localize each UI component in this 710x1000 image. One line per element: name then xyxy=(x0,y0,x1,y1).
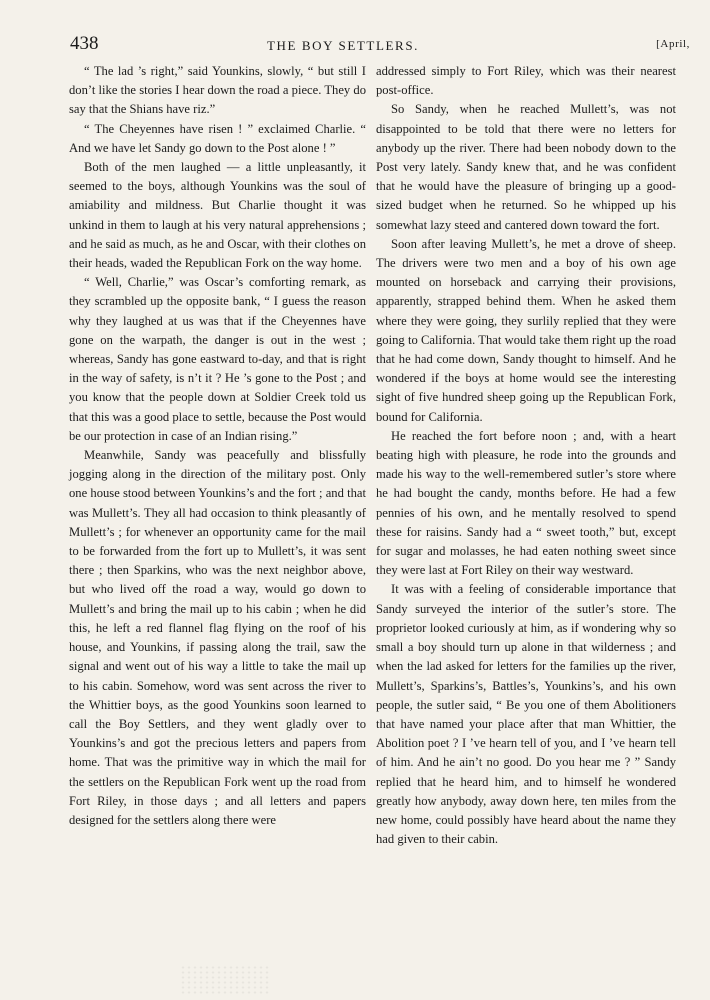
scan-smudge xyxy=(180,965,270,995)
paragraph: Soon after leaving Mullett’s, he met a drove of sheep. The drivers were two men and a boy of his own age mounted on horseback and carrying their provisions, apparently, strapped behind them. When he asked them where they were going, they surlily replied that they were going to California. That would take them right up the road that he had come down, Sandy thought to himself. And he wondered if the boys at home would see the interesting sight of five hundred sheep going up the Republican Fork, bound for California. xyxy=(376,236,676,424)
paragraph: Both of the men laughed — a little unpleasantly, it seemed to the boys, although Younkins was the soul of amiability and mildness. But Charlie thought it was unkind in them to laugh at his very natural apprehensions ; and he said as much, as he and Oscar, with their clothes on their heads, waded the Republican Fork on the way home. xyxy=(69,160,366,271)
running-title: THE BOY SETTLERS. xyxy=(266,38,420,53)
paragraph: So Sandy, when he reached Mullett’s, was not disappointed to be told that there were no letters for anybody up the river. There had been nobody down to the Post very lately. Sandy knew that, and he was confident that he would have the pleasure of bringing up a good-sized budget when he returned. So he whipped up his somewhat lazy steed and cantered down toward the fort. xyxy=(376,102,676,232)
page-number: 438 xyxy=(70,33,99,54)
running-month: [April, xyxy=(656,38,690,50)
paragraph: “ Well, Charlie,” was Oscar’s comforting remark, as they scrambled up the opposite bank, “ I guess the reason why they laughed at us was that if the Cheyennes have gone on the warpath, the danger is out in the west ; whereas, Sandy has gone eastward to-day, and that is right in the way of safety, is n’t it ? He ’s gone to the Post ; and you know that the people down at Soldier Creek told us that this was a good place to settle, because the Post would be our protection in case of an Indian rising.” xyxy=(69,275,366,443)
paragraph: addressed simply to Fort Riley, which was their nearest post-office. xyxy=(376,64,676,98)
paragraph: “ The lad ’s right,” said Younkins, slowly, “ but still I don’t like the stories I hear down the road a piece. They do say that the Shians have riz.” xyxy=(69,64,366,117)
paragraph: Meanwhile, Sandy was peacefully and blissfully jogging along in the direction of the military post. Only one house stood between Younkins’s and the fort ; and that was Mullett’s. They all had occasion to think pleasantly of Mullett’s ; for whenever an opportunity came for the mail to be forwarded from the fort up to Mullett’s, it was sent there ; then Sparkins, who was the next neighbor above, but who lived off the road a way, would go down to Mullett’s and bring the mail up to his cabin ; when he did this, he left a red flannel flag flying on the roof of his house, and Younkins, if passing along the trail, saw the signal and went out of his way a little to take the mail up to his cabin. Somehow, word was sent across the river to the Whittier boys, as the good Younkins soon learned to call the Boy Settlers, and they went gladly over to Younkins’s and got the precious letters and papers from home. That was the primitive way in which the mail for the settlers on the Republican Fork went up the road from Fort Riley, in those days ; and all letters and papers designed for the settlers along there were xyxy=(69,448,366,827)
right-column xyxy=(376,62,676,849)
paragraph: He reached the fort before noon ; and, with a heart beating high with pleasure, he rode into the grounds and made his way to the well-remembered sutler’s store where he had bought the candy, months before. He had a few pennies of his own, and he mentally resolved to spend these for raisins. Sandy had a “ sweet tooth,” but, except for sugar and molasses, he had eaten nothing sweet since they were last at Fort Riley on their way westward. xyxy=(376,428,676,578)
page-header xyxy=(70,33,690,57)
left-column xyxy=(69,62,366,830)
paragraph: “ The Cheyennes have risen ! ” exclaimed Charlie. “ And we have let Sandy go down to the Post alone ! ” xyxy=(69,121,366,155)
paragraph: It was with a feeling of considerable importance that Sandy surveyed the interior of the sutler’s store. The proprietor looked curiously at him, as if wondering why so small a boy should turn up alone in that wilderness ; and when the lad asked for letters for the families up the river, Mullett’s, Sparkins’s, Battles’s, Younkins’s, and his own people, the sutler said, “ Be you one of them Abolitioners that have named your place after that man Whittier, the Abolition poet ? I ’ve hearn tell of you, and I ’ve hearn tell of him. And he ain’t no good. Do you hear me ? ” Sandy replied that he heard him, and to himself he wondered greatly how anybody, away down here, ten miles from the new home, could possibly have heard about the name they had given to their cabin. xyxy=(376,582,676,847)
